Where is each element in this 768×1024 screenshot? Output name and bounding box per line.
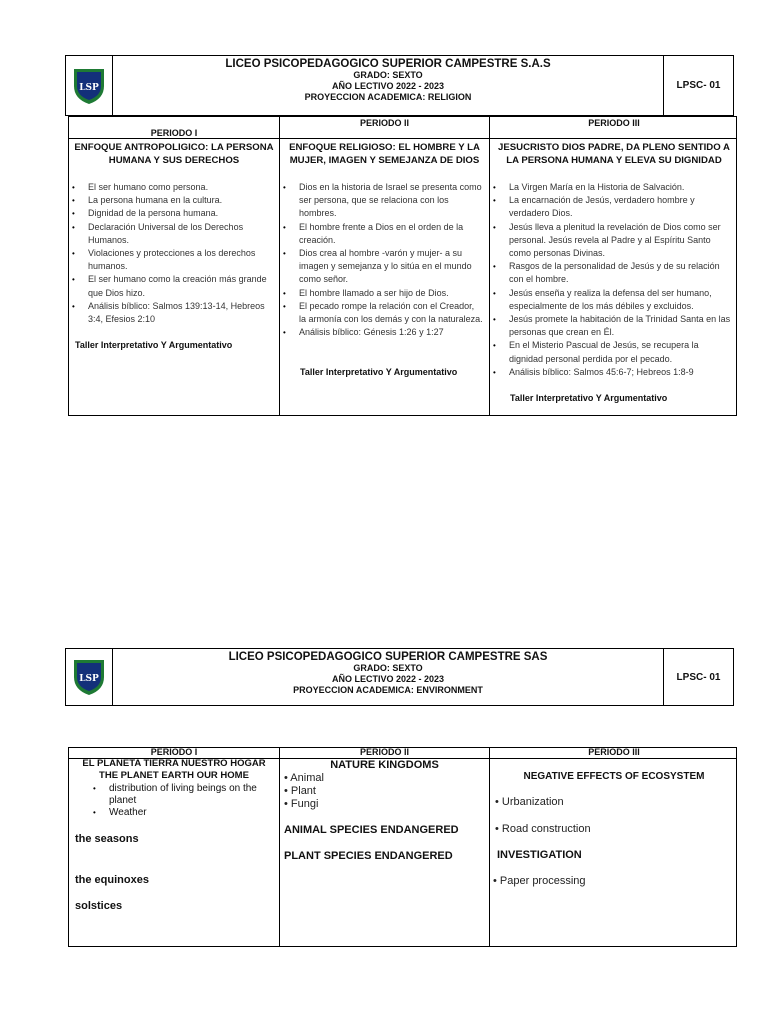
document-code: LPSC- 01 bbox=[663, 649, 733, 705]
shield-icon bbox=[72, 66, 106, 106]
list-item: • Análisis bíblico: Salmos 139:13-14, Hebreos 3:4, Efesios 2:10 bbox=[72, 300, 273, 326]
topic-list bbox=[93, 783, 273, 819]
school-name: LICEO PSICOPEDAGOGICO SUPERIOR CAMPESTRE S.A.S bbox=[225, 58, 551, 70]
svg-text:LSP: LSP bbox=[79, 82, 99, 93]
shield-icon bbox=[72, 657, 106, 697]
school-logo bbox=[66, 56, 113, 115]
env-period-3-column bbox=[490, 748, 738, 946]
topic-list bbox=[72, 181, 273, 326]
school-logo bbox=[66, 649, 113, 705]
list-item: • El pecado rompe la relación con el Creador, la armonía con los demás y con la naturaleza. bbox=[283, 300, 483, 326]
list-item: • Análisis bíblico: Salmos 45:6-7; Hebreos 1:8-9 bbox=[493, 366, 732, 379]
list-item: • Weather bbox=[93, 807, 273, 819]
list-item: • En el Misterio Pascual de Jesús, se recupera la dignidad personal perdida por el pecado. bbox=[493, 339, 732, 365]
academic-projection: PROYECCION ACADEMICA: ENVIRONMENT bbox=[293, 685, 483, 695]
topic-heading: the seasons bbox=[75, 833, 139, 845]
list-item: • Urbanization bbox=[495, 796, 564, 808]
env-period-2-column bbox=[280, 748, 489, 946]
topic-heading: ANIMAL SPECIES ENDANGERED bbox=[284, 824, 459, 836]
list-item: • La encarnación de Jesús, verdadero hombre y verdadero Dios. bbox=[493, 194, 732, 220]
list-item: • Jesús enseña y realiza la defensa del ser humano, especialmente de los más débiles y excluidos. bbox=[493, 287, 732, 313]
list-item: • El hombre llamado a ser hijo de Dios. bbox=[283, 287, 483, 300]
list-item: • Declaración Universal de los Derechos Humanos. bbox=[72, 221, 273, 247]
list-item: • Road construction bbox=[495, 823, 591, 835]
list-item: • Dios en la historia de Israel se presenta como ser persona, que se relaciona con los hombres. bbox=[283, 181, 483, 221]
list-item: • Jesús promete la habitación de la Trinidad Santa en las personas que crean en Él. bbox=[493, 313, 732, 339]
unit-title: NEGATIVE EFFECTS OF ECOSYSTEM bbox=[523, 771, 705, 782]
period-label: PERIODO III bbox=[588, 747, 640, 757]
unit-title: NATURE KINGDOMS bbox=[330, 759, 439, 771]
period-3-column bbox=[490, 117, 738, 415]
unit-title-english: THE PLANET EARTH OUR HOME bbox=[99, 770, 249, 781]
topic-heading: PLANT SPECIES ENDANGERED bbox=[284, 850, 453, 862]
list-item: • distribution of living beings on the planet bbox=[93, 783, 273, 807]
period-label: PERIODO II bbox=[359, 118, 409, 128]
period-focus: ENFOQUE ANTROPOLIGICO: LA PERSONA HUMANA Y SUS DERECHOS bbox=[74, 142, 274, 166]
period-label: PERIODO I bbox=[150, 128, 198, 138]
list-item: • Análisis bíblico: Génesis 1:26 y 1:27 bbox=[283, 326, 483, 339]
list-item: • La persona humana en la cultura. bbox=[72, 194, 273, 207]
environment-header bbox=[65, 648, 734, 706]
school-year: AÑO LECTIVO 2022 - 2023 bbox=[331, 674, 445, 684]
env-period-1-column bbox=[69, 748, 279, 946]
list-item: • Animal bbox=[284, 772, 324, 784]
period-label: PERIODO II bbox=[359, 747, 409, 757]
school-name: LICEO PSICOPEDAGOGICO SUPERIOR CAMPESTRE SAS bbox=[228, 651, 548, 663]
period-1-column bbox=[69, 117, 279, 415]
list-item: • Rasgos de la personalidad de Jesús y de su relación con el hombre. bbox=[493, 260, 732, 286]
list-item: • Dignidad de la persona humana. bbox=[72, 207, 273, 220]
document-code: LPSC- 01 bbox=[663, 56, 733, 115]
school-year: AÑO LECTIVO 2022 - 2023 bbox=[331, 81, 445, 91]
list-item: • El hombre frente a Dios en el orden de la creación. bbox=[283, 221, 483, 247]
period-label: PERIODO III bbox=[588, 118, 640, 128]
list-item: • Dios crea al hombre -varón y mujer- a su imagen y semejanza y lo sitúa en el mundo como señor. bbox=[283, 247, 483, 287]
workshop-label: Taller Interpretativo Y Argumentativo bbox=[75, 340, 233, 350]
period-2-column bbox=[280, 117, 489, 415]
list-item: • Violaciones y protecciones a los derechos humanos. bbox=[72, 247, 273, 273]
academic-projection: PROYECCION ACADEMICA: RELIGION bbox=[304, 92, 472, 102]
workshop-label: Taller Interpretativo Y Argumentativo bbox=[300, 367, 458, 377]
period-focus: JESUCRISTO DIOS PADRE, DA PLENO SENTIDO A LA PERSONA HUMANA Y ELEVA SU DIGNIDAD bbox=[498, 142, 730, 166]
list-item: • Fungi bbox=[284, 798, 319, 810]
topic-heading: the equinoxes bbox=[75, 874, 149, 886]
topic-heading: solstices bbox=[75, 900, 123, 912]
unit-title: EL PLANETA TIERRA NUESTRO HOGAR bbox=[82, 758, 266, 769]
religion-header bbox=[65, 55, 734, 116]
grade: GRADO: SEXTO bbox=[353, 70, 423, 80]
list-item: • Paper processing bbox=[493, 875, 586, 887]
list-item: • El ser humano como la creación más grande que Dios hizo. bbox=[72, 273, 273, 299]
topic-list bbox=[283, 181, 483, 339]
topic-list bbox=[493, 181, 732, 379]
list-item: • El ser humano como persona. bbox=[72, 181, 273, 194]
workshop-label: Taller Interpretativo Y Argumentativo bbox=[510, 393, 668, 403]
grade: GRADO: SEXTO bbox=[353, 663, 423, 673]
investigation-heading: INVESTIGATION bbox=[497, 849, 582, 861]
list-item: • La Virgen María en la Historia de Salvación. bbox=[493, 181, 732, 194]
period-label: PERIODO I bbox=[150, 747, 198, 757]
religion-table bbox=[68, 116, 737, 416]
list-item: • Jesús lleva a plenitud la revelación de Dios como ser personal. Jesús revela al Padre y al Espíritu Santo como personas Divinas. bbox=[493, 221, 732, 261]
svg-text:LSP: LSP bbox=[79, 674, 99, 684]
environment-table bbox=[68, 747, 737, 947]
list-item: • Plant bbox=[284, 785, 316, 797]
period-focus: ENFOQUE RELIGIOSO: EL HOMBRE Y LA MUJER, IMAGEN Y SEMEJANZA DE DIOS bbox=[289, 142, 480, 166]
